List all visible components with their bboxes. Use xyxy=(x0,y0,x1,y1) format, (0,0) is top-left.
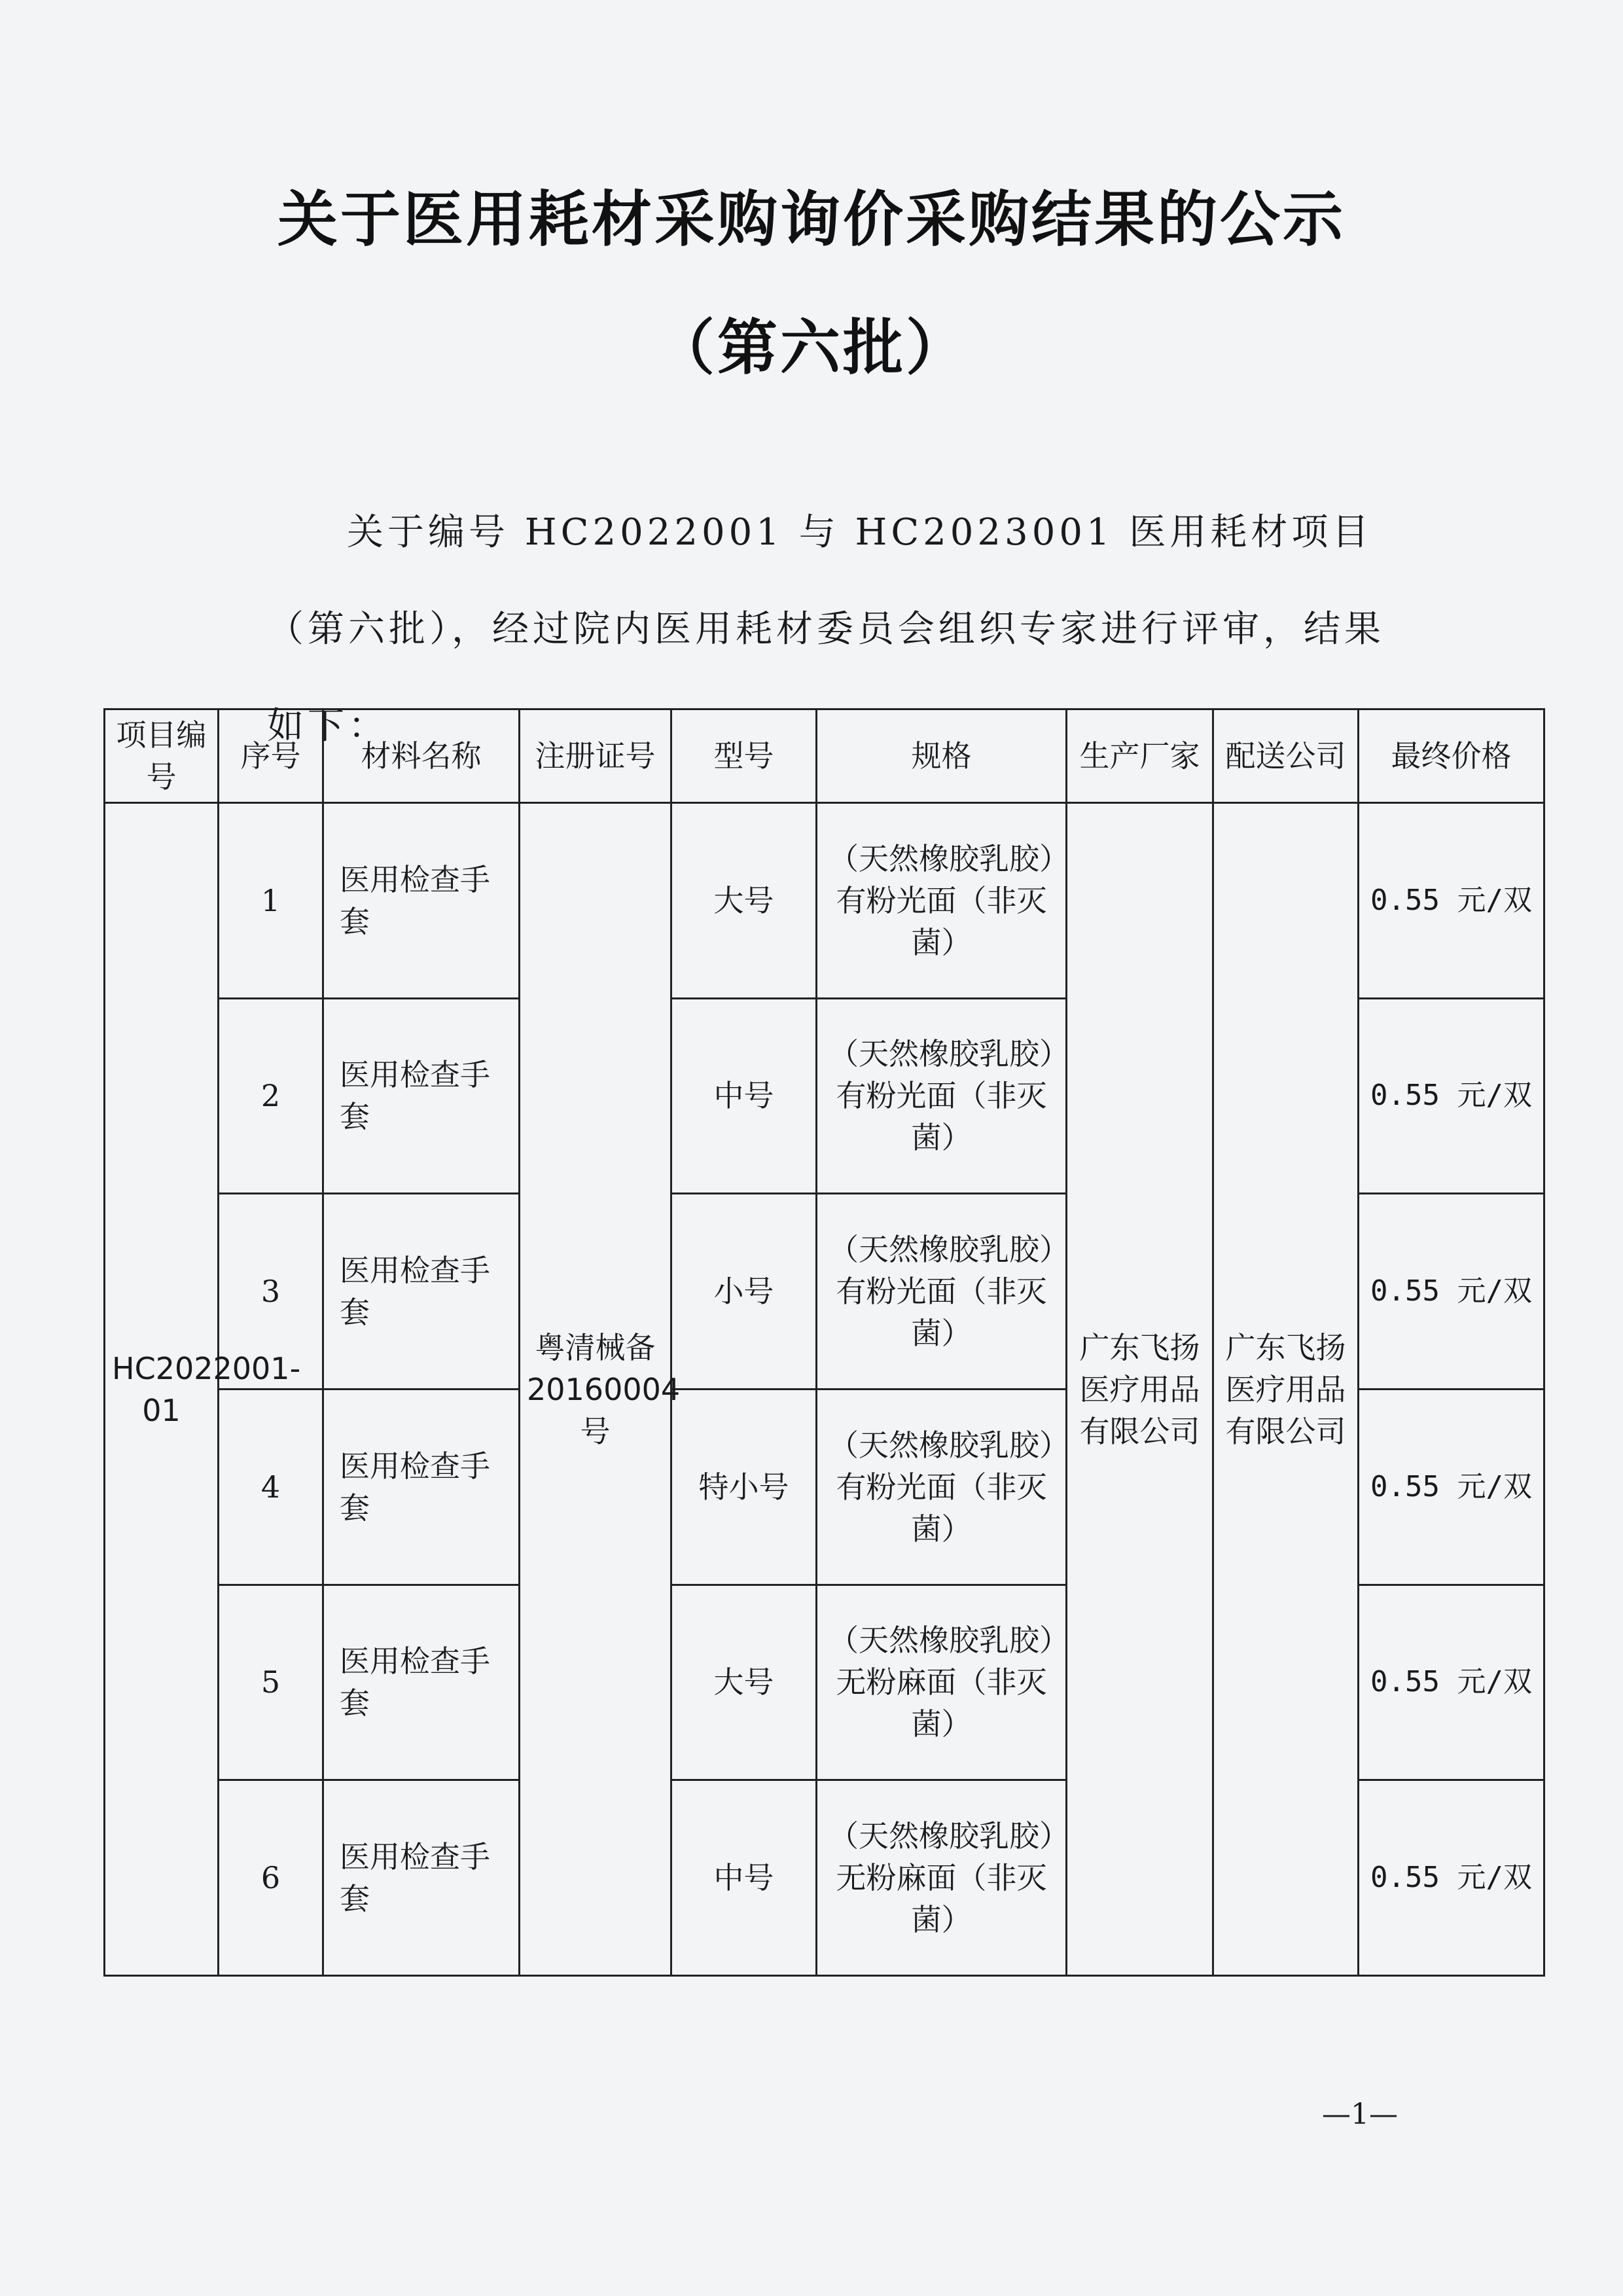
header-spec: 规格 xyxy=(817,709,1067,803)
material-cell: 医用检查手套 xyxy=(323,1780,520,1976)
price-cell: 0.55 元/双 xyxy=(1359,1780,1544,1976)
price-cell: 0.55 元/双 xyxy=(1359,998,1544,1194)
spec-cell: （天然橡胶乳胶）有粉光面（非灭菌） xyxy=(817,998,1067,1194)
spec-cell: （天然橡胶乳胶）有粉光面（非灭菌） xyxy=(817,1389,1067,1585)
header-price: 最终价格 xyxy=(1359,709,1544,803)
serial-cell: 4 xyxy=(219,1389,323,1585)
project-no-cell: HC2022001-01 xyxy=(105,803,219,1976)
header-distributor: 配送公司 xyxy=(1213,709,1359,803)
table-row xyxy=(105,803,1544,999)
model-cell: 大号 xyxy=(671,803,817,999)
header-model: 型号 xyxy=(671,709,817,803)
document-subtitle: （第六批） xyxy=(654,313,969,383)
material-cell: 医用检查手套 xyxy=(323,1194,520,1390)
header-manufacturer: 生产厂家 xyxy=(1067,709,1213,803)
serial-cell: 6 xyxy=(219,1780,323,1976)
material-cell: 医用检查手套 xyxy=(323,803,520,999)
spec-cell: （天然橡胶乳胶）有粉光面（非灭菌） xyxy=(817,1194,1067,1390)
material-cell: 医用检查手套 xyxy=(323,1389,520,1585)
results-table xyxy=(103,708,1545,1977)
reg-no-cell: 粤清械备20160004号 xyxy=(520,803,671,1976)
spec-cell: （天然橡胶乳胶）有粉光面（非灭菌） xyxy=(817,803,1067,999)
model-cell: 大号 xyxy=(671,1585,817,1780)
material-cell: 医用检查手套 xyxy=(323,998,520,1194)
model-cell: 小号 xyxy=(671,1194,817,1390)
model-cell: 中号 xyxy=(671,998,817,1194)
manufacturer-cell: 广东飞扬医疗用品有限公司 xyxy=(1067,803,1213,1976)
page-number: —1— xyxy=(1322,2098,1398,2131)
document-title: 关于医用耗材采购询价采购结果的公示 xyxy=(277,185,1346,255)
model-cell: 中号 xyxy=(671,1780,817,1976)
distributor-cell: 广东飞扬医疗用品有限公司 xyxy=(1213,803,1359,1976)
serial-cell: 1 xyxy=(219,803,323,999)
spec-cell: （天然橡胶乳胶）无粉麻面（非灭菌） xyxy=(817,1780,1067,1976)
price-cell: 0.55 元/双 xyxy=(1359,803,1544,999)
serial-cell: 5 xyxy=(219,1585,323,1780)
serial-cell: 3 xyxy=(219,1194,323,1390)
intro-paragraph: 关于编号 HC2022001 与 HC2023001 医用耗材项目（第六批），经过院内医用耗材委员会组织专家进行评审，结果如下： xyxy=(267,511,1385,747)
header-project-no: 项目编号 xyxy=(105,709,219,803)
table-header-row xyxy=(105,709,1544,803)
material-cell: 医用检查手套 xyxy=(323,1585,520,1780)
model-cell: 特小号 xyxy=(671,1389,817,1585)
header-reg-no: 注册证号 xyxy=(520,709,671,803)
price-cell: 0.55 元/双 xyxy=(1359,1585,1544,1780)
spec-cell: （天然橡胶乳胶）无粉麻面（非灭菌） xyxy=(817,1585,1067,1780)
serial-cell: 2 xyxy=(219,998,323,1194)
price-cell: 0.55 元/双 xyxy=(1359,1389,1544,1585)
price-cell: 0.55 元/双 xyxy=(1359,1194,1544,1390)
header-material: 材料名称 xyxy=(323,709,520,803)
header-serial: 序号 xyxy=(219,709,323,803)
